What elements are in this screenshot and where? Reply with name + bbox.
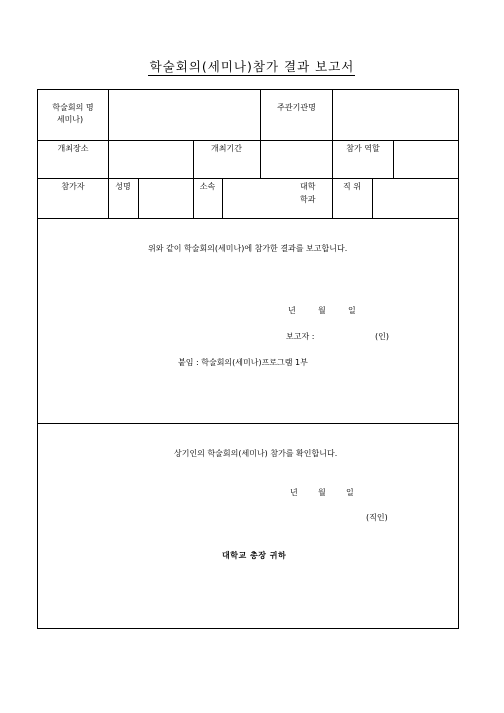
participant-label: 참가자 bbox=[61, 182, 85, 191]
title-underline bbox=[148, 75, 355, 76]
university-label: 대학 bbox=[300, 182, 316, 191]
col-divider bbox=[260, 89, 261, 140]
document-title: 학술회의(세미나)참가 결과 보고서 bbox=[149, 59, 355, 74]
period-field[interactable] bbox=[261, 141, 331, 177]
period-label: 개최기간 bbox=[211, 144, 242, 153]
confirm-date-day: 일 bbox=[346, 488, 354, 497]
organizer-field[interactable] bbox=[333, 90, 457, 139]
confirm-date-year: 년 bbox=[290, 488, 298, 497]
department-label: 학과 bbox=[300, 195, 316, 204]
venue-label: 개최장소 bbox=[57, 144, 89, 153]
role-label: 참가 역할 bbox=[346, 144, 380, 153]
reporter-name-field[interactable] bbox=[322, 329, 372, 343]
affiliation-field[interactable] bbox=[223, 179, 298, 217]
official-seal: (직인) bbox=[366, 513, 388, 522]
reporter-label: 보고자 : bbox=[286, 332, 315, 341]
recipient: 대학교 총장 귀하 bbox=[222, 551, 287, 560]
position-label: 직 위 bbox=[343, 182, 361, 191]
report-date-year: 년 bbox=[288, 306, 296, 315]
name-field[interactable] bbox=[139, 179, 192, 217]
venue-field[interactable] bbox=[109, 141, 192, 177]
reporter-seal: (인) bbox=[375, 332, 389, 341]
attachment-note: 붙임 : 학술회의(세미나)프로그램 1부 bbox=[178, 358, 308, 367]
report-statement: 위와 같이 학술회의(세미나)에 참가한 결과를 보고합니다. bbox=[148, 244, 348, 253]
organizer-label: 주관기관명 bbox=[277, 103, 316, 112]
role-field[interactable] bbox=[394, 141, 457, 177]
row-divider bbox=[37, 218, 459, 219]
report-date-day: 일 bbox=[348, 306, 356, 315]
confirm-date-month: 월 bbox=[318, 488, 326, 497]
position-field[interactable] bbox=[373, 179, 457, 217]
affiliation-label: 소속 bbox=[199, 182, 216, 191]
report-date-month: 월 bbox=[318, 306, 326, 315]
confirmation-statement: 상기인의 학술회의(세미나) 참가를 확인합니다. bbox=[174, 449, 338, 458]
section-divider bbox=[37, 423, 459, 424]
conference-name-label: 학술회의 명 세미나) bbox=[52, 103, 94, 124]
name-label: 성명 bbox=[115, 182, 131, 191]
conference-name-field[interactable] bbox=[109, 90, 259, 139]
